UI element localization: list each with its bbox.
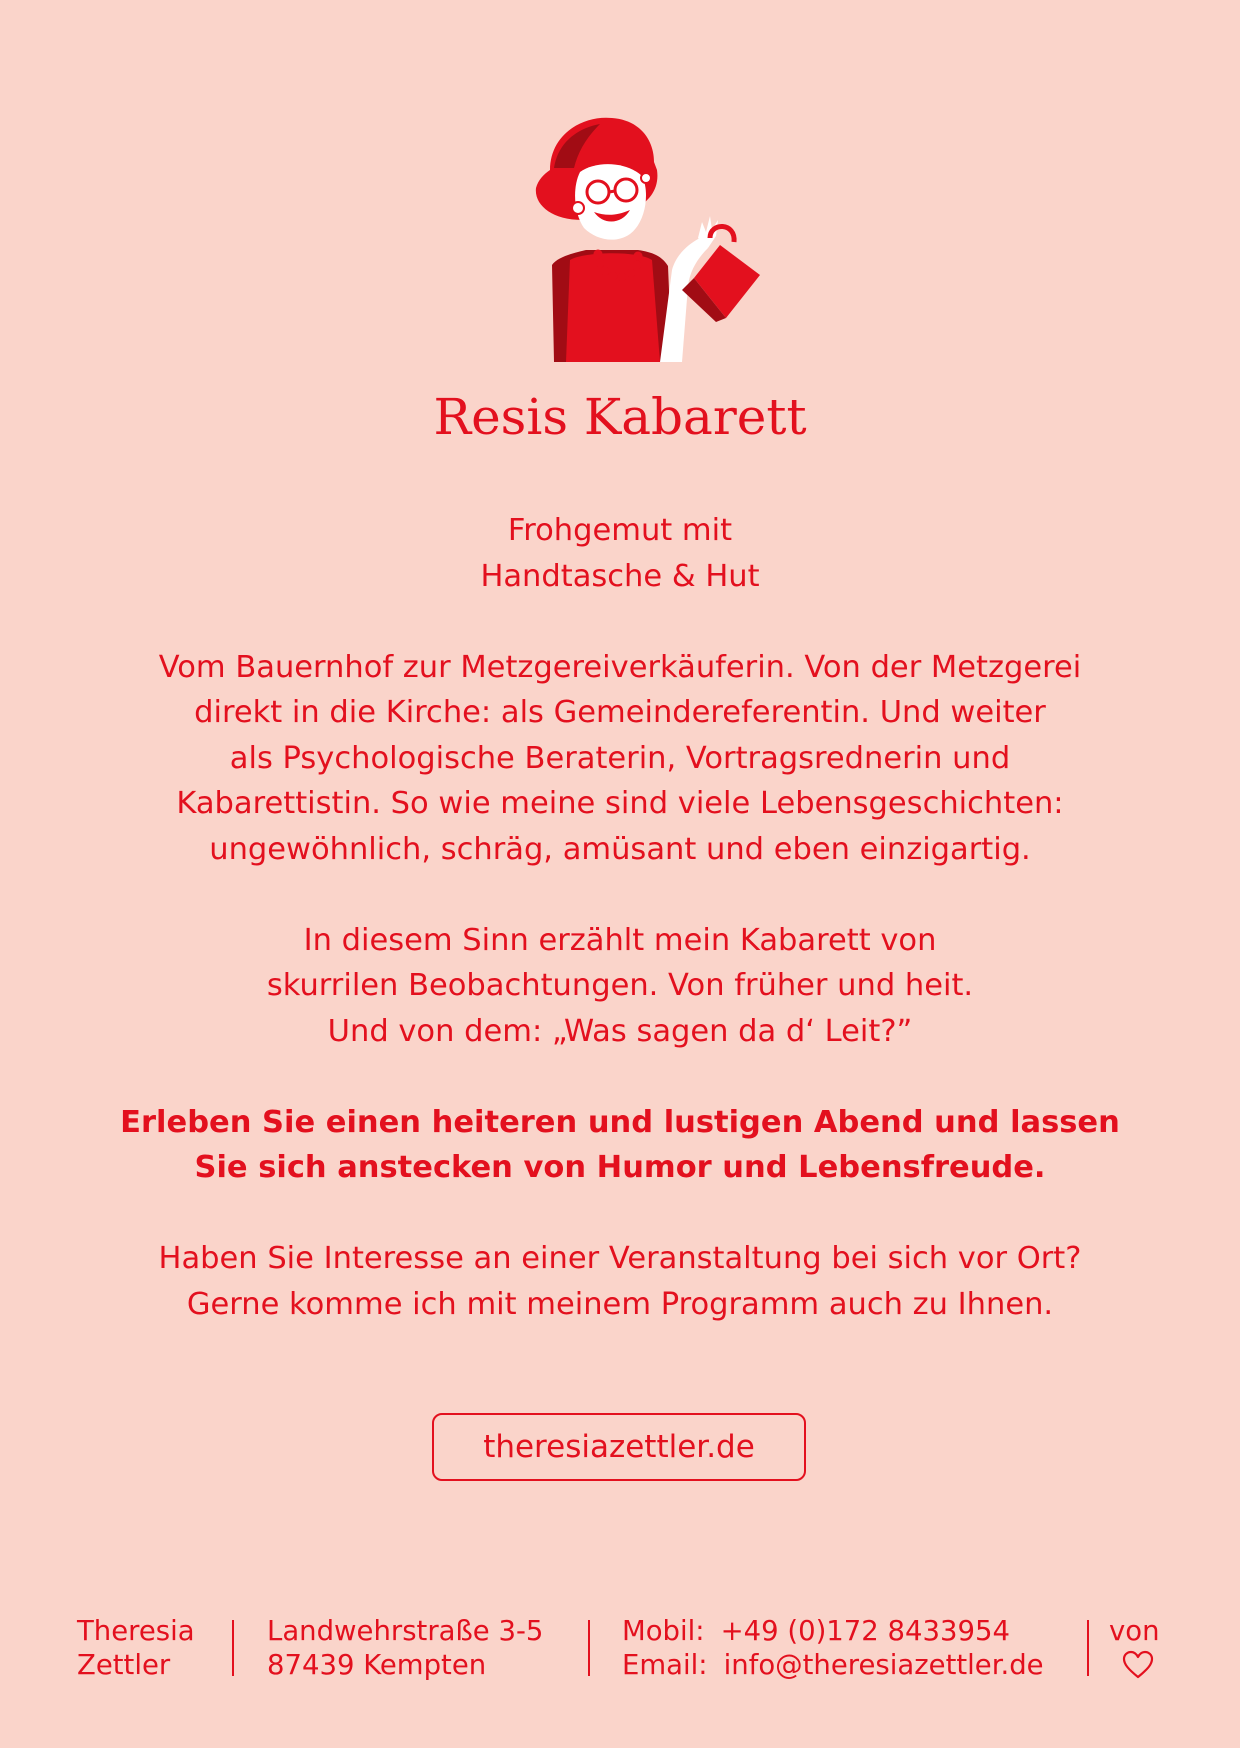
intro-line: ungewöhnlich, schräg, amüsant und eben einzigartig. xyxy=(209,831,1031,867)
heart-icon xyxy=(1122,1650,1154,1680)
highlight-line: Erleben Sie einen heiteren und lustigen Abend und lassen xyxy=(120,1104,1120,1140)
footer-divider xyxy=(1087,1620,1089,1676)
email-address[interactable]: info@theresiazettler.de xyxy=(723,1649,1044,1681)
footer xyxy=(0,1612,1240,1682)
program-line: Und von dem: „Was sagen da d‘ Leit?” xyxy=(327,1013,913,1049)
footer-contact xyxy=(622,1614,1044,1682)
tagline-line: Handtasche & Hut xyxy=(480,558,760,594)
website-link-button[interactable]: theresiazettler.de xyxy=(432,1413,806,1481)
footer-divider xyxy=(588,1620,590,1676)
brand-title: Resis Kabarett xyxy=(433,388,807,446)
invite-line: Gerne komme ich mit meinem Programm auch zu Ihnen. xyxy=(186,1286,1054,1322)
lady-with-hat-and-handbag-icon xyxy=(512,110,812,370)
footer-name xyxy=(77,1614,195,1682)
footer-first-name: Theresia xyxy=(77,1615,195,1647)
email-label: Email: xyxy=(622,1649,708,1681)
footer-divider xyxy=(232,1620,234,1676)
invite-line: Haben Sie Interesse an einer Veranstaltung bei sich vor Ort? xyxy=(158,1241,1082,1276)
intro-line: Vom Bauernhof zur Metzgereiverkäuferin. Von der Metzgerei xyxy=(158,649,1082,685)
footer-address xyxy=(267,1614,543,1682)
mobile-label: Mobil: xyxy=(622,1615,705,1647)
program-line: In diesem Sinn erzählt mein Kabarett von xyxy=(303,922,937,958)
intro-line: direkt in die Kirche: als Gemeindereferentin. Und weiter xyxy=(194,695,1046,730)
footer-last-name: Zettler xyxy=(77,1649,171,1681)
intro-line: als Psychologische Beraterin, Vortragsrednerin und xyxy=(229,740,1011,776)
highlight-line: Sie sich anstecken von Humor und Lebensfreude. xyxy=(194,1150,1046,1185)
footer-from-label: von xyxy=(1109,1615,1160,1647)
mobile-number[interactable]: +49 (0)172 8433954 xyxy=(720,1615,1010,1647)
tagline-line: Frohgemut mit xyxy=(507,513,733,548)
main-text xyxy=(60,508,1180,1327)
footer-street: Landwehrstraße 3-5 xyxy=(267,1615,544,1647)
intro-line: Kabarettistin. So wie meine sind viele Lebensgeschichten: xyxy=(176,786,1064,821)
program-line: skurrilen Beobachtungen. Von früher und heit. xyxy=(266,968,974,1003)
footer-city: 87439 Kempten xyxy=(267,1649,487,1681)
